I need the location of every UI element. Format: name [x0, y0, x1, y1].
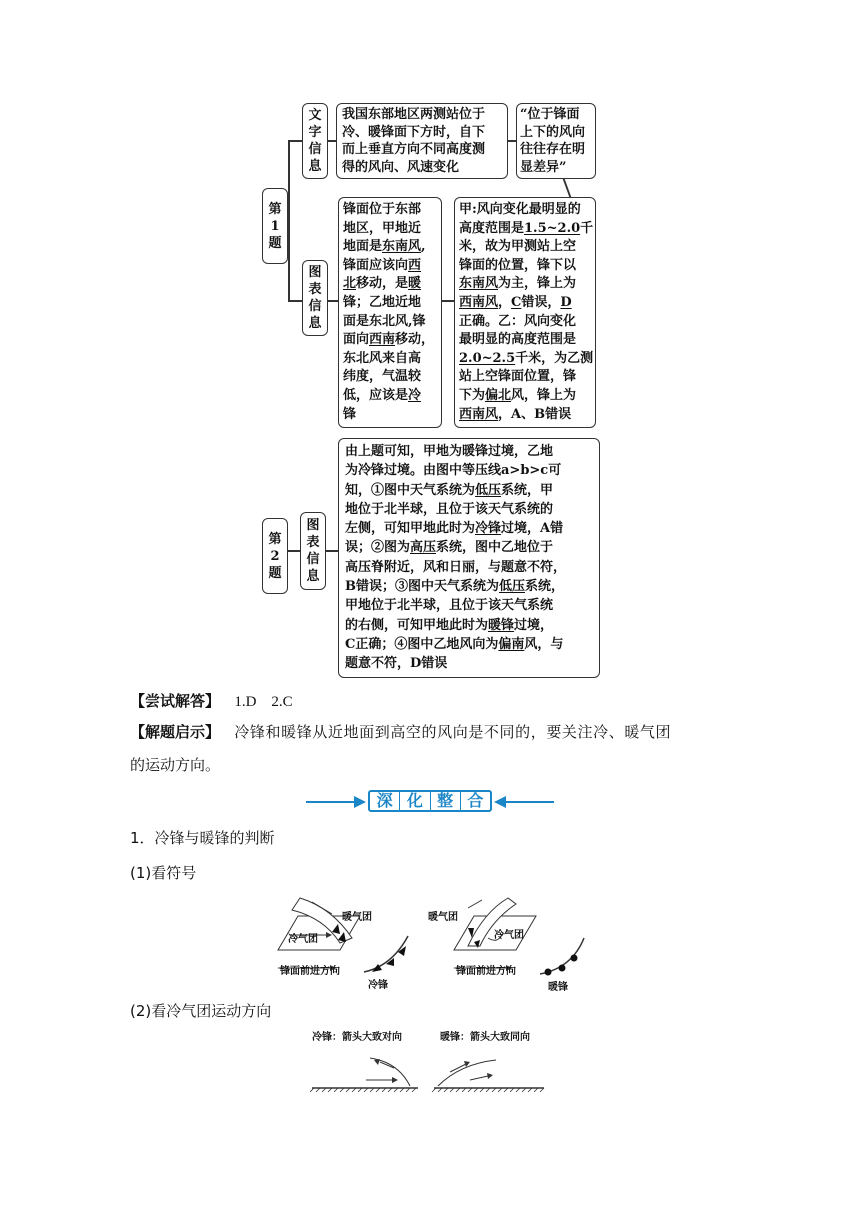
direction-label-2: 锋面前进方向: [456, 966, 516, 977]
warm-mass-label: 暖气团: [342, 912, 372, 923]
chart-right-content: 甲:风向变化最明显的 高度范围是1.5~2.0千 米，故为甲测站上空 锋面的位置，锋下以 东南风为主，锋上为 西南风，C错误，D 正确。乙：风向变化 最明显的高度范围是 2.0~2.5千米，为乙测 站上空锋面位置，锋 下为偏北风，锋上为 西南风，A、B错误: [459, 202, 594, 422]
warm-mass-label-2: 暖气团: [428, 912, 458, 923]
quote-content: “位于锋面 上下的风向 往往存在明 显差异”: [520, 107, 586, 175]
hint-line-1: 【解题启示】 冷锋和暖锋从近地面到高空的风向是不同的，要关注冷、暖气团: [130, 723, 672, 741]
q2-chart-info-label: 图 表 信 息: [300, 512, 326, 590]
chart-info-label: 图 表 信 息: [302, 260, 328, 336]
q1-label: 第 1 题: [262, 188, 288, 264]
cold-front-direction-label: 冷锋：箭头大致对向: [312, 1032, 402, 1043]
answer-label: 【尝试解答】: [130, 692, 221, 710]
cold-mass-label-2: 冷气团: [494, 930, 524, 941]
warm-front-label: 暖锋: [548, 982, 568, 993]
q2-label: 第 2 题: [262, 518, 288, 594]
q2-text-content: 由上题可知，甲地为暖锋过境，乙地 为冷锋过境。由图中等压线a>b>c可 知，①图中天气系统为低压系统，甲 地位于北半球，且位于该天气系统的 左侧，可知甲地此时为冷锋过境，A错 误；②图为高压系统，图中乙地位于 高压脊附近，风和日丽，与题意不符， B错误；③图中天气系统为低压系统， 甲地位于北半球，且位于该天气系统 的右侧，可知甲地此时为暖锋过境， C正确；④图中乙地风向为偏南风，与 题意不符，D错误: [345, 444, 567, 672]
chart-left-content: 锋面位于东部 地区，甲地近 地面是东南风, 锋面应该向西 北移动，是暖 锋；乙地近地 面是东北风,锋 面向西南移动， 东北风来自高 纬度，气温较 低，应该是冷 锋: [343, 202, 435, 422]
hint-line-2: 的运动方向。: [130, 756, 221, 774]
cold-mass-direction-diagram: [310, 1028, 560, 1098]
text-info-content: 我国东部地区两测站位于 冷、暖锋面下方时，自下 而上垂直方向不同高度测 得的风向、风速变化: [342, 107, 486, 175]
section-banner: 深 化 整 合: [306, 788, 554, 816]
section-heading: 1．冷锋与暖锋的判断: [130, 829, 275, 847]
cold-front-label: 冷锋: [368, 980, 388, 991]
sub-heading-symbols: (1)看符号: [130, 864, 197, 882]
direction-label: 锋面前进方向: [280, 966, 340, 977]
front-symbol-diagram: [272, 888, 592, 996]
cold-mass-label: 冷气团: [288, 934, 318, 945]
answer-value: 1.D 2.C: [234, 694, 293, 710]
warm-front-direction-label: 暖锋：箭头大致同向: [440, 1032, 530, 1043]
hint-label: 【解题启示】: [130, 723, 221, 741]
sub-heading-direction: (2)看冷气团运动方向: [130, 1002, 272, 1020]
answer-line: [130, 686, 293, 717]
text-info-label: 文 字 信 息: [302, 103, 328, 179]
